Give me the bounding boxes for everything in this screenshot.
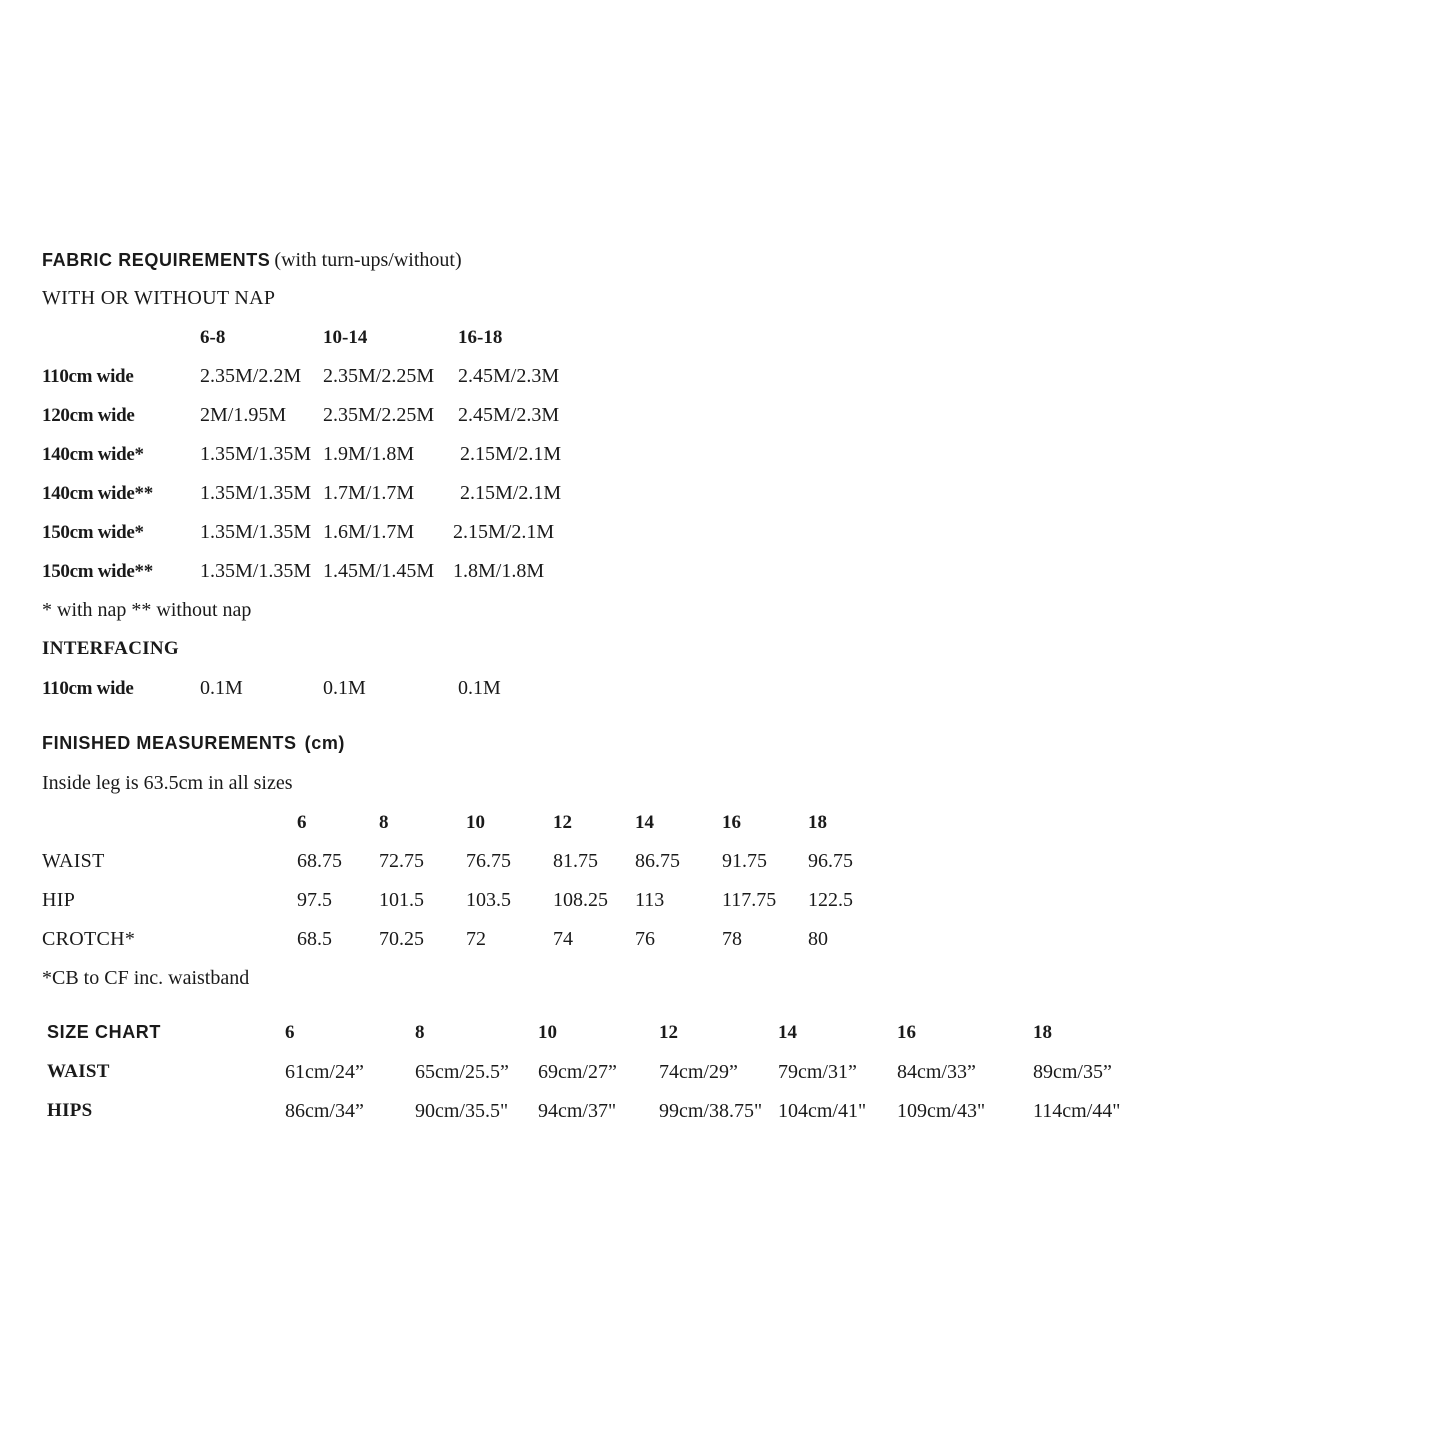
fabric-cell: 1.8M/1.8M [453,560,545,582]
size-chart-row-label: WAIST [47,1061,110,1082]
finished-cell: 76.75 [466,850,511,872]
finished-cell: 122.5 [808,889,853,911]
fabric-cell: 1.35M/1.35M [200,560,312,582]
size-chart-size-header: 18 [1033,1022,1052,1043]
fabric-cell: 1.35M/1.35M [200,482,312,504]
finished-row-label: WAIST [42,850,105,872]
fabric-row-label: 150cm wide* [42,522,144,543]
finished-cell: 68.75 [297,850,342,872]
finished-cell: 117.75 [722,889,777,911]
fabric-cell: 2.15M/2.1M [460,443,562,465]
fabric-cell: 2.45M/2.3M [458,365,560,387]
fabric-size-header: 10-14 [323,327,368,348]
size-chart-size-header: 10 [538,1022,557,1043]
fabric-size-header: 16-18 [458,327,503,348]
finished-cell: 113 [635,889,665,911]
size-chart-cell: 109cm/43" [897,1100,986,1122]
size-chart-cell: 104cm/41" [778,1100,867,1122]
finished-size-header: 18 [808,812,827,833]
interfacing-row-label: 110cm wide [42,678,134,699]
finished-heading-line [42,734,345,753]
size-chart-cell: 99cm/38.75" [659,1100,763,1122]
finished-size-header: 16 [722,812,741,833]
interfacing-cell: 0.1M [200,677,243,699]
fabric-row-label: 140cm wide* [42,444,144,465]
finished-cell: 96.75 [808,850,853,872]
finished-cell: 72.75 [379,850,424,872]
finished-size-header: 6 [297,812,307,833]
inside-leg-note: Inside leg is 63.5cm in all sizes [42,772,293,794]
fabric-cell: 2.35M/2.25M [323,404,435,426]
finished-cell: 108.25 [553,889,608,911]
fabric-heading-line [42,250,462,270]
size-chart-row-label: HIPS [47,1100,93,1121]
size-chart-cell: 65cm/25.5” [415,1061,509,1083]
size-chart-cell: 69cm/27” [538,1061,617,1083]
fabric-requirements-heading: FABRIC REQUIREMENTS [42,250,271,270]
size-chart-cell: 114cm/44" [1033,1100,1121,1122]
finished-cell: 101.5 [379,889,424,911]
size-chart-cell: 84cm/33” [897,1061,976,1083]
fabric-row-label: 110cm wide [42,366,134,387]
interfacing-cell: 0.1M [458,677,501,699]
finished-cell: 81.75 [553,850,598,872]
fabric-cell: 1.7M/1.7M [323,482,415,504]
finished-size-header: 10 [466,812,485,833]
size-chart-size-header: 12 [659,1022,678,1043]
size-chart-cell: 89cm/35” [1033,1061,1112,1083]
finished-row-label: CROTCH* [42,928,136,950]
fabric-cell: 1.35M/1.35M [200,521,312,543]
finished-cell: 86.75 [635,850,680,872]
finished-cell: 76 [635,928,655,950]
finished-cell: 80 [808,928,828,950]
finished-cell: 78 [722,928,742,950]
fabric-cell: 2.15M/2.1M [460,482,562,504]
fabric-row-label: 120cm wide [42,405,135,426]
finished-cell: 68.5 [297,928,332,950]
fabric-row-label: 150cm wide** [42,561,153,582]
fabric-heading-note: (with turn-ups/without) [274,249,462,271]
size-chart-cell: 86cm/34” [285,1100,364,1122]
size-chart-size-header: 14 [778,1022,797,1043]
size-chart-heading: SIZE CHART [47,1022,161,1042]
fabric-size-header: 6-8 [200,327,226,348]
size-chart-size-header: 8 [415,1022,425,1043]
fabric-cell: 1.6M/1.7M [323,521,415,543]
nap-subheading: WITH OR WITHOUT NAP [42,287,276,309]
size-chart-size-header: 16 [897,1022,916,1043]
interfacing-heading: INTERFACING [42,638,180,659]
nap-footnote: * with nap ** without nap [42,599,252,621]
size-chart-cell: 94cm/37" [538,1100,617,1122]
fabric-cell: 1.35M/1.35M [200,443,312,465]
size-chart-cell: 79cm/31” [778,1061,857,1083]
fabric-cell: 2M/1.95M [200,404,287,426]
fabric-cell: 1.45M/1.45M [323,560,435,582]
finished-cell: 74 [553,928,573,950]
finished-heading-unit: (cm) [304,733,346,753]
fabric-cell: 1.9M/1.8M [323,443,415,465]
fabric-cell: 2.35M/2.25M [323,365,435,387]
size-chart-size-header: 6 [285,1022,295,1043]
finished-cell: 72 [466,928,486,950]
finished-size-header: 8 [379,812,389,833]
finished-cell: 70.25 [379,928,424,950]
finished-size-header: 14 [635,812,654,833]
fabric-cell: 2.45M/2.3M [458,404,560,426]
crotch-footnote: *CB to CF inc. waistband [42,967,250,989]
finished-cell: 103.5 [466,889,511,911]
finished-cell: 91.75 [722,850,767,872]
fabric-cell: 2.35M/2.2M [200,365,302,387]
finished-row-label: HIP [42,889,76,911]
interfacing-cell: 0.1M [323,677,366,699]
finished-measurements-heading: FINISHED MEASUREMENTS [42,733,297,753]
size-chart-cell: 74cm/29” [659,1061,738,1083]
size-chart-cell: 61cm/24” [285,1061,364,1083]
fabric-cell: 2.15M/2.1M [453,521,555,543]
size-chart-cell: 90cm/35.5" [415,1100,509,1122]
fabric-row-label: 140cm wide** [42,483,153,504]
finished-cell: 97.5 [297,889,332,911]
finished-size-header: 12 [553,812,572,833]
